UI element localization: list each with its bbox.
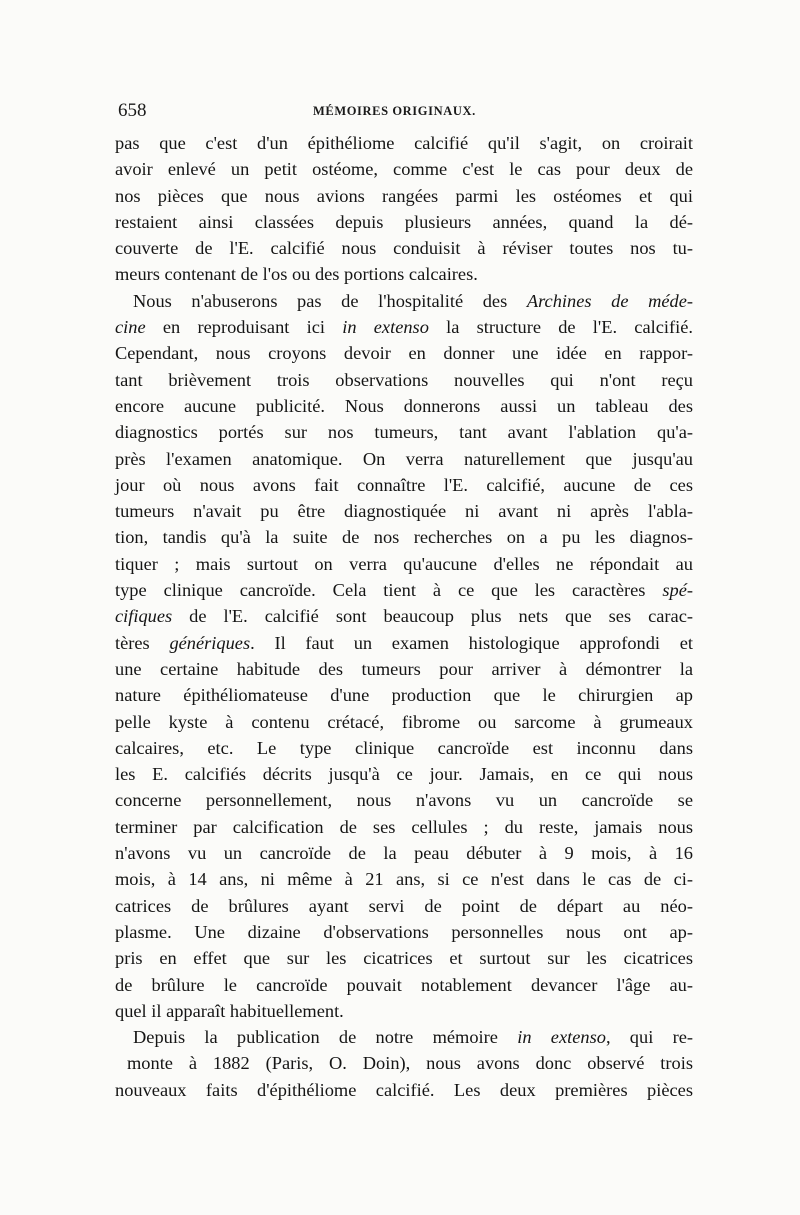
text-line: tiquer ; mais surtout on verra qu'aucune d'elles ne répondait au [115,553,693,574]
text-line: Nous n'abuserons pas de l'hospitalité des Archines de méde- [133,290,693,311]
text-line: Depuis la publication de notre mémoire in extenso, qui re- [133,1027,693,1048]
text-line: plasme. Une dizaine d'observations personnelles nous ont ap- [115,921,693,942]
text-line: terminer par calcification de ses cellules ; du reste, jamais nous [115,816,693,837]
text-line: catrices de brûlures ayant servi de point de départ au néo- [115,895,693,916]
text-line: tumeurs n'avait pu être diagnostiquée ni avant ni après l'abla- [115,501,693,522]
page-number: 658 [118,100,147,121]
text-line: cine en reproduisant ici in extenso la structure de l'E. calcifié. [115,317,693,338]
running-title: MÉMOIRES ORIGINAUX. [313,104,476,118]
text-line: nature épithéliomateuse d'une production que le chirurgien ap [115,685,693,706]
text-line: restaient ainsi classées depuis plusieurs années, quand la dé- [115,211,693,232]
text-line: une certaine habitude des tumeurs pour arriver à démontrer la [115,658,693,679]
text-line: diagnostics portés sur nos tumeurs, tant avant l'ablation qu'a- [115,422,693,443]
text-line: de brûlure le cancroïde pouvait notablement devancer l'âge au- [115,974,693,995]
text-line: n'avons vu un cancroïde de la peau débuter à 9 mois, à 16 [115,843,693,864]
text-line: couverte de l'E. calcifié nous conduisit à réviser toutes nos tu- [115,238,693,259]
text-line: près l'examen anatomique. On verra naturellement que jusqu'au [115,448,693,469]
text-line: tion, tandis qu'à la suite de nos recherches on a pu les diagnos- [115,527,693,548]
text-line: les E. calcifiés décrits jusqu'à ce jour. Jamais, en ce qui nous [115,764,693,785]
text-line: pelle kyste à contenu crétacé, fibrome ou sarcome à grumeaux [115,711,693,732]
text-line: nouveaux faits d'épithéliome calcifié. Les deux premières pièces [115,1079,693,1100]
text-line: tant brièvement trois observations nouvelles qui n'ont reçu [115,369,693,390]
text-line: encore aucune publicité. Nous donnerons aussi un tableau des [115,395,693,416]
text-line: quel il apparaît habituellement. [115,1000,344,1021]
text-line: calcaires, etc. Le type clinique cancroïde est inconnu dans [115,737,693,758]
text-line: pris en effet que sur les cicatrices et surtout sur les cicatrices [115,948,693,969]
text-line: pas que c'est d'un épithéliome calcifié qu'il s'agit, on croirait [115,133,693,153]
text-line: cifiques de l'E. calcifié sont beaucoup plus nets que ses carac- [115,606,693,627]
text-line: monte à 1882 (Paris, O. Doin), nous avons donc observé trois [127,1053,693,1074]
text-line: type clinique cancroïde. Cela tient à ce que les caractères spé- [115,580,693,601]
text-line: nos pièces que nous avions rangées parmi les ostéomes et qui [115,185,693,206]
text-line: avoir enlevé un petit ostéome, comme c'est le cas pour deux de [115,159,693,180]
text-line: jour où nous avons fait connaître l'E. calcifié, aucune de ces [115,474,693,495]
body-text [115,130,693,1103]
page-header [118,100,702,124]
text-line: meurs contenant de l'os ou des portions calcaires. [115,264,478,285]
text-line: Cependant, nous croyons devoir en donner une idée en rappor- [115,343,693,364]
text-line: tères génériques. Il faut un examen histologique approfondi et [115,632,693,653]
text-line: concerne personnellement, nous n'avons vu un cancroïde se [115,790,693,811]
text-line: mois, à 14 ans, ni même à 21 ans, si ce n'est dans le cas de ci- [115,869,693,890]
